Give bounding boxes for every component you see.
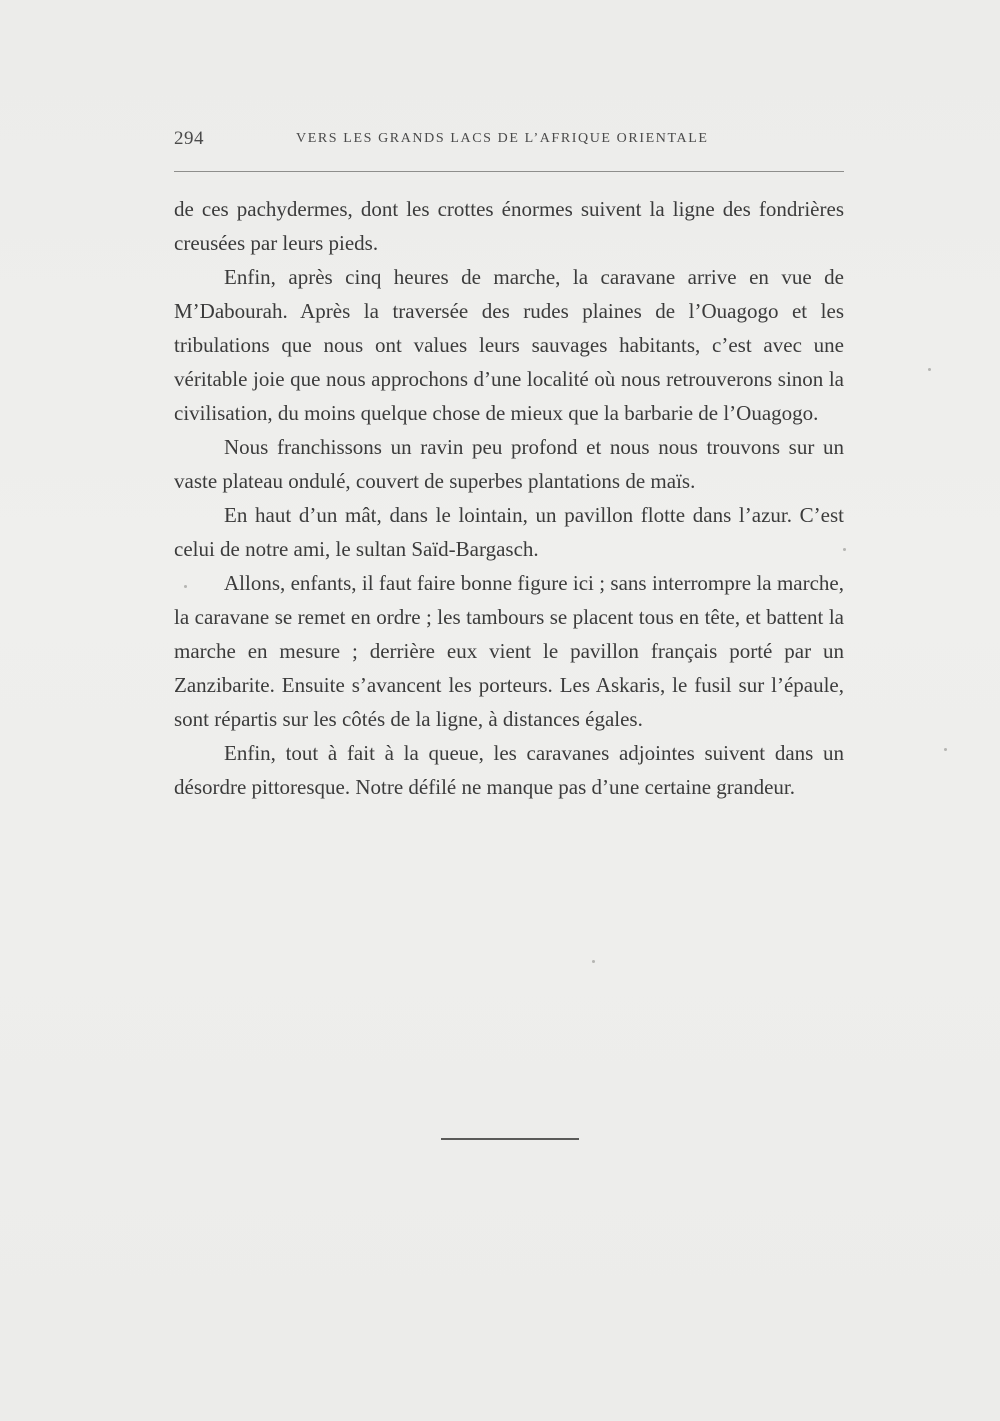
page-number: 294 <box>174 128 204 149</box>
paper-speck <box>928 368 931 371</box>
paper-speck <box>184 585 187 588</box>
paragraph-5: Allons, enfants, il faut faire bonne figure ici ; sans interrompre la marche, la caravane se remet en ordre ; les tambours se placent tous en tête, et battent la marche en mesure ; derrière eux vient le pavillon français porté par un Zanzibarite. Ensuite s’avancent les porteurs. Les Askaris, le fusil sur l’épaule, sont répartis sur les côtés de la ligne, à distances égales. <box>174 571 844 731</box>
paragraph-3: Nous franchissons un ravin peu profond et nous nous trouvons sur un vaste plateau ondulé, couvert de superbes plantations de maïs. <box>174 435 844 493</box>
paragraph-6: Enfin, tout à fait à la queue, les caravanes adjointes suivent dans un désordre pittoresque. Notre défilé ne manque pas d’une certaine grandeur. <box>174 741 844 799</box>
body-text <box>174 192 844 804</box>
paper-speck <box>592 960 595 963</box>
page-header <box>174 128 844 154</box>
paragraph-4: En haut d’un mât, dans le lointain, un pavillon flotte dans l’azur. C’est celui de notre ami, le sultan Saïd-Bargasch. <box>174 503 844 561</box>
end-rule <box>441 1138 579 1140</box>
paper-speck <box>843 548 846 551</box>
paragraph-2: Enfin, après cinq heures de marche, la caravane arrive en vue de M’Dabourah. Après la traversée des rudes plaines de l’Ouagogo et les tribulations que nous ont values leurs sauvages habitants, c’est avec une véritable joie que nous approchons d’une localité où nous retrouverons sinon la civilisation, du moins quelque chose de mieux que la barbarie de l’Ouagogo. <box>174 265 844 425</box>
paragraph-1: de ces pachydermes, dont les crottes énormes suivent la ligne des fondrières creusées par leurs pieds. <box>174 197 844 255</box>
header-rule <box>174 171 844 172</box>
running-head: VERS LES GRANDS LACS DE L’AFRIQUE ORIENTALE <box>296 131 709 146</box>
paper-speck <box>944 748 947 751</box>
